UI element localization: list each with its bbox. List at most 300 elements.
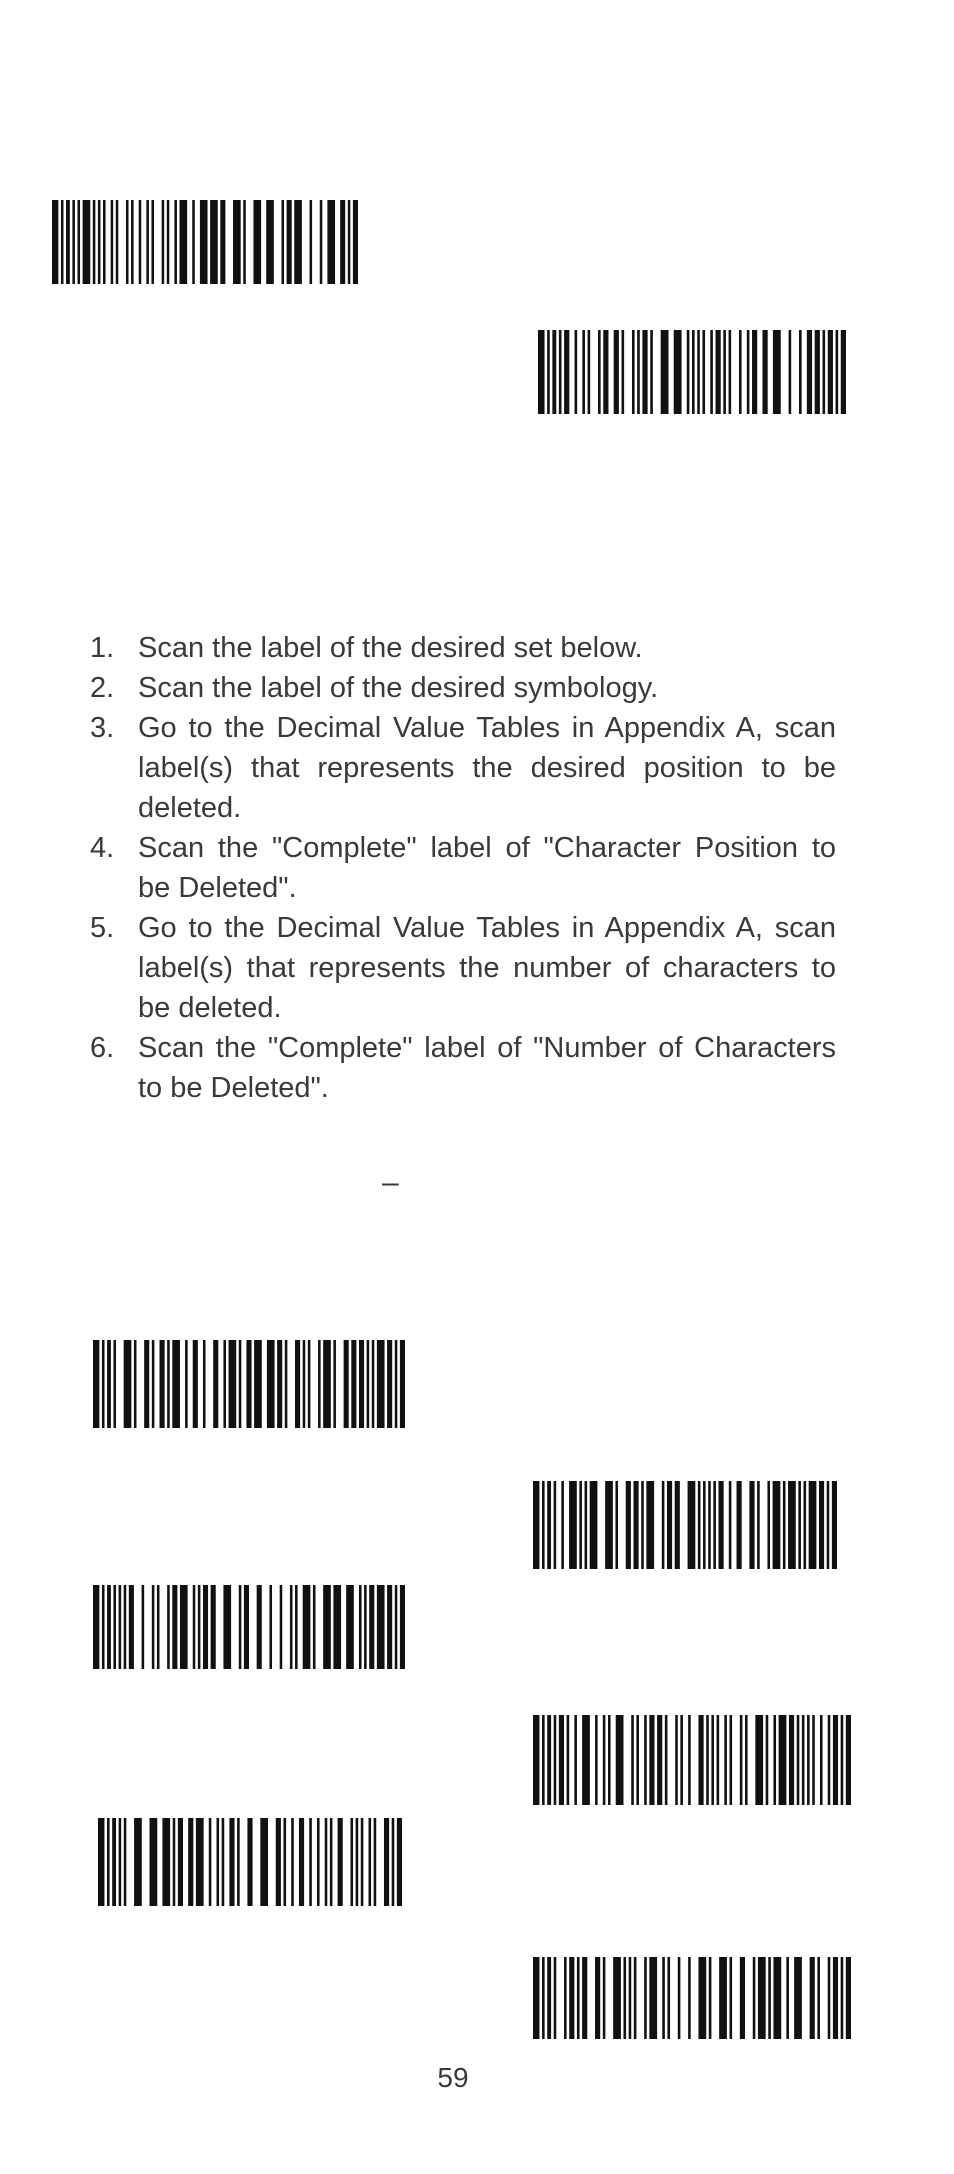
barcode-bar <box>665 1715 668 1805</box>
step-text: Scan the label of the desired symbology. <box>138 672 659 704</box>
barcode-bar <box>283 1818 286 1906</box>
barcode-graphic <box>93 1585 405 1669</box>
barcode-bar <box>661 330 669 414</box>
barcode-bar <box>369 1818 372 1906</box>
barcode-bar <box>124 1585 127 1669</box>
barcode-bar <box>66 200 70 284</box>
barcode-bar <box>615 1481 618 1569</box>
barcode-bar <box>708 1481 711 1569</box>
barcode-bar <box>209 1818 212 1906</box>
barcode-bar <box>559 330 562 414</box>
barcode-bar <box>295 1585 298 1669</box>
barcode-5 <box>93 1585 405 1669</box>
barcode-bar <box>688 1957 691 2039</box>
barcode-7 <box>98 1818 402 1906</box>
barcode-bar <box>52 200 58 284</box>
barcode-bar <box>633 1481 638 1569</box>
barcode-3 <box>93 1340 405 1428</box>
barcode-bar <box>323 1340 331 1428</box>
barcode-bar <box>688 1715 691 1805</box>
barcode-bar <box>325 1818 328 1906</box>
barcode-bar <box>789 1715 794 1805</box>
barcode-bar <box>718 1481 723 1569</box>
barcode-bar <box>222 1818 225 1906</box>
barcode-bar <box>687 330 690 414</box>
barcode-bar <box>395 1585 398 1669</box>
barcode-bar <box>715 330 720 414</box>
barcode-bar <box>688 1481 696 1569</box>
barcode-bar <box>280 1585 283 1669</box>
barcode-bar <box>706 1715 709 1805</box>
instruction-step <box>76 628 836 668</box>
barcode-bar <box>542 1957 545 2039</box>
barcode-bar <box>260 1818 268 1906</box>
barcode-bar <box>559 1715 564 1805</box>
barcode-bar <box>819 1481 824 1569</box>
barcode-bar <box>244 1585 249 1669</box>
barcode-bar <box>174 200 177 284</box>
barcode-bar <box>257 1585 262 1669</box>
barcode-bar <box>395 1340 398 1428</box>
barcode-bar <box>799 330 802 414</box>
barcode-bar <box>192 200 195 284</box>
barcode-bar <box>632 330 635 414</box>
step-text: Go to the Decimal Value Tables in Appendix A, scan label(s) that represents the desired position to be deleted. <box>138 712 836 824</box>
barcode-bar <box>702 330 705 414</box>
barcode-bar <box>533 1715 539 1805</box>
barcode-bar <box>159 1340 164 1428</box>
barcode-bar <box>367 1340 370 1428</box>
barcode-bar <box>210 200 218 284</box>
barcode-bar <box>747 330 750 414</box>
barcode-bar <box>142 1585 145 1669</box>
barcode-bar <box>711 1715 714 1805</box>
step-number: 1. <box>90 632 115 664</box>
barcode-bar <box>812 1715 815 1805</box>
barcode-bar <box>107 1340 111 1428</box>
barcode-bar <box>340 200 345 284</box>
barcode-bar <box>674 330 682 414</box>
barcode-bar <box>634 1957 637 2039</box>
barcode-bar <box>554 1957 557 2039</box>
barcode-bar <box>649 1957 657 2039</box>
barcode-bar <box>223 1340 226 1428</box>
barcode-bar <box>93 200 96 284</box>
barcode-bar <box>111 200 114 284</box>
barcode-bar <box>102 1340 105 1428</box>
barcode-bar <box>266 200 274 284</box>
barcode-bar <box>188 1818 193 1906</box>
barcode-bar <box>649 1715 654 1805</box>
barcode-bar <box>185 1340 188 1428</box>
barcode-bar <box>359 1340 364 1428</box>
barcode-bar <box>629 1957 632 2039</box>
barcode-bar <box>846 1957 851 2039</box>
barcode-bar <box>287 200 292 284</box>
barcode-bar <box>203 1585 208 1669</box>
barcode-bar <box>372 1340 375 1428</box>
barcode-bar <box>119 1585 122 1669</box>
barcode-bar <box>243 200 246 284</box>
barcode-bar <box>167 200 170 284</box>
barcode-bar <box>295 1340 300 1428</box>
barcode-bar <box>739 330 742 414</box>
barcode-bar <box>841 330 846 414</box>
barcode-bar <box>569 1957 574 2039</box>
barcode-bar <box>400 1340 405 1428</box>
barcode-bar <box>745 1715 748 1805</box>
barcode-bar <box>126 200 129 284</box>
barcode-bar <box>807 330 812 414</box>
barcode-bar <box>400 1585 405 1669</box>
barcode-bar <box>552 330 556 414</box>
barcode-bar <box>590 1481 598 1569</box>
barcode-bar <box>98 200 101 284</box>
barcode-bar <box>662 1957 665 2039</box>
barcode-bar <box>802 1715 805 1805</box>
barcode-6 <box>533 1715 851 1805</box>
barcode-bar <box>779 1715 787 1805</box>
barcode-graphic <box>533 1481 837 1569</box>
barcode-bar <box>348 200 351 284</box>
barcode-bar <box>786 1957 789 2039</box>
barcode-bar <box>729 1481 732 1569</box>
barcode-bar <box>277 1340 282 1428</box>
barcode-bar <box>310 200 313 284</box>
barcode-bar <box>828 1957 831 2039</box>
barcode-bar <box>131 200 134 284</box>
barcode-bar <box>547 1481 551 1569</box>
barcode-bar <box>364 1585 367 1669</box>
barcode-bar <box>112 1818 116 1906</box>
barcode-bar <box>93 1340 99 1428</box>
barcode-bar <box>303 1340 306 1428</box>
step-text: Scan the "Complete" label of "Number of Characters to be Deleted". <box>138 1032 836 1104</box>
barcode-bar <box>152 1340 155 1428</box>
instruction-step <box>76 1028 836 1108</box>
step-number: 3. <box>90 712 115 744</box>
barcode-bar <box>237 1818 240 1906</box>
barcode-8 <box>533 1957 851 2039</box>
barcode-graphic <box>52 200 358 284</box>
barcode-bar <box>797 1715 800 1805</box>
barcode-bar <box>631 1715 634 1805</box>
barcode-bar <box>680 1715 683 1805</box>
barcode-bar <box>359 1585 362 1669</box>
barcode-bar <box>582 1957 587 2039</box>
barcode-bar <box>773 1481 781 1569</box>
barcode-bar <box>193 1340 198 1428</box>
barcode-bar <box>698 1957 706 2039</box>
barcode-bar <box>211 1585 216 1669</box>
barcode-bar <box>773 330 781 414</box>
barcode-bar <box>369 1585 374 1669</box>
barcode-bar <box>755 1715 763 1805</box>
barcode-bar <box>162 1818 170 1906</box>
instruction-step <box>76 708 836 828</box>
barcode-bar <box>794 1957 802 2039</box>
barcode-bar <box>567 1715 570 1805</box>
barcode-bar <box>807 1715 810 1805</box>
barcode-bar <box>773 1957 781 2039</box>
barcode-bar <box>338 1818 343 1906</box>
barcode-bar <box>387 1340 392 1428</box>
barcode-bar <box>547 330 550 414</box>
barcode-bar <box>723 330 726 414</box>
barcode-bar <box>605 1481 613 1569</box>
barcode-bar <box>846 1715 851 1805</box>
barcode-bar <box>320 200 323 284</box>
step-text: Scan the label of the desired set below. <box>138 632 643 664</box>
barcode-bar <box>269 1585 272 1669</box>
barcode-bar <box>642 330 647 414</box>
barcode-bar <box>554 1481 557 1569</box>
barcode-bar <box>675 1715 678 1805</box>
barcode-bar <box>282 200 285 284</box>
barcode-bar <box>595 1715 598 1805</box>
barcode-bar <box>667 1481 672 1569</box>
barcode-bar <box>318 1340 321 1428</box>
barcode-bar <box>798 1481 801 1569</box>
barcode-bar <box>569 1481 577 1569</box>
barcode-bar <box>294 200 302 284</box>
barcode-bar <box>773 1715 776 1805</box>
barcode-bar <box>276 1818 281 1906</box>
barcode-bar <box>542 1715 545 1805</box>
barcode-bar <box>533 1481 539 1569</box>
barcode-bar <box>789 330 792 414</box>
barcode-bar <box>290 1585 293 1669</box>
barcode-bar <box>827 1481 830 1569</box>
barcode-bar <box>78 200 81 284</box>
barcode-bar <box>810 1957 815 2039</box>
barcode-bar <box>327 200 335 284</box>
barcode-bar <box>616 1715 624 1805</box>
barcode-bar <box>644 1957 647 2039</box>
barcode-bar <box>636 1715 639 1805</box>
barcode-bar <box>233 200 241 284</box>
barcode-bar <box>247 1818 252 1906</box>
barcode-bar <box>608 1715 611 1805</box>
barcode-bar <box>203 1340 206 1428</box>
barcode-bar <box>637 330 640 414</box>
barcode-graphic <box>93 1340 405 1428</box>
barcode-bar <box>579 1481 582 1569</box>
instruction-step <box>76 668 836 708</box>
barcode-bar <box>650 330 653 414</box>
barcode-bar <box>828 1715 831 1805</box>
barcode-bar <box>157 1585 160 1669</box>
step-text: Scan the "Complete" label of "Character Position to be Deleted". <box>138 832 836 904</box>
barcode-bar <box>134 1818 142 1906</box>
barcode-bar <box>172 1585 177 1669</box>
barcode-bar <box>200 200 208 284</box>
barcode-bar <box>103 200 106 284</box>
barcode-bar <box>657 1715 662 1805</box>
barcode-graphic <box>98 1818 402 1906</box>
barcode-bar <box>299 1818 304 1906</box>
barcode-bar <box>220 200 225 284</box>
barcode-bar <box>346 1585 354 1669</box>
barcode-bar <box>692 330 695 414</box>
barcode-bar <box>239 1340 242 1428</box>
barcode-bar <box>344 1340 349 1428</box>
barcode-bar <box>815 330 820 414</box>
barcode-bar <box>150 1818 158 1906</box>
barcode-bar <box>533 1957 539 2039</box>
barcode-bar <box>698 1715 703 1805</box>
barcode-bar <box>613 1957 621 2039</box>
instruction-step <box>76 828 836 908</box>
barcode-bar <box>646 1481 654 1569</box>
barcode-bar <box>729 330 732 414</box>
barcode-bar <box>387 1585 392 1669</box>
barcode-bar <box>285 1340 288 1428</box>
barcode-bar <box>167 1585 170 1669</box>
barcode-bar <box>788 1481 796 1569</box>
barcode-bar <box>113 1340 116 1428</box>
step-number: 2. <box>90 672 115 704</box>
barcode-bar <box>144 1340 149 1428</box>
barcode-bar <box>547 1715 551 1805</box>
barcode-bar <box>152 1585 155 1669</box>
barcode-bar <box>603 330 608 414</box>
barcode-bar <box>323 1585 331 1669</box>
barcode-bar <box>83 200 91 284</box>
barcode-bar <box>585 1481 588 1569</box>
barcode-bar <box>384 1818 389 1906</box>
barcode-bar <box>783 1481 786 1569</box>
barcode-bar <box>178 1818 183 1906</box>
barcode-bar <box>768 1957 771 2039</box>
barcode-bar <box>361 1818 364 1906</box>
barcode-bar <box>196 1818 204 1906</box>
barcode-bar <box>98 1818 104 1906</box>
barcode-bar <box>804 1481 807 1569</box>
barcode-bar <box>603 1715 606 1805</box>
barcode-bar <box>217 1818 220 1906</box>
barcode-bar <box>603 1957 606 2039</box>
barcode-bar <box>626 1481 631 1569</box>
barcode-bar <box>740 1715 743 1805</box>
barcode-bar <box>377 1585 385 1669</box>
barcode-bar <box>841 1715 844 1805</box>
barcode-bar <box>291 1818 294 1906</box>
barcode-bar <box>757 1481 760 1569</box>
barcode-bar <box>162 200 165 284</box>
barcode-bar <box>353 200 358 284</box>
barcode-bar <box>113 1585 116 1669</box>
barcode-bar <box>697 330 700 414</box>
barcode-bar <box>151 200 154 284</box>
barcode-bar <box>330 1818 333 1906</box>
barcode-bar <box>758 1957 766 2039</box>
barcode-bar <box>678 1957 681 2039</box>
barcode-bar <box>762 330 767 414</box>
barcode-bar <box>356 1818 359 1906</box>
barcode-bar <box>377 1340 385 1428</box>
barcode-bar <box>644 1715 647 1805</box>
barcode-bar <box>129 1585 134 1669</box>
barcode-bar <box>832 1481 837 1569</box>
barcode-bar <box>564 1957 567 2039</box>
barcode-bar <box>146 200 149 284</box>
barcode-bar <box>303 1585 311 1669</box>
barcode-graphic <box>533 1957 851 2039</box>
separator-dash: – <box>382 1166 399 1199</box>
barcode-bar <box>833 1715 838 1805</box>
barcode-4 <box>533 1481 837 1569</box>
barcode-bar <box>703 1481 706 1569</box>
barcode-bar <box>229 1818 234 1906</box>
barcode-bar <box>622 330 625 414</box>
barcode-bar <box>392 1818 395 1906</box>
barcode-bar <box>308 1340 311 1428</box>
barcode-bar <box>737 1481 742 1569</box>
barcode-bar <box>134 1340 137 1428</box>
barcode-bar <box>313 1585 316 1669</box>
step-number: 4. <box>90 832 115 864</box>
barcode-bar <box>809 1481 817 1569</box>
barcode-bar <box>740 1957 745 2039</box>
barcode-bar <box>598 330 601 414</box>
barcode-bar <box>554 1715 557 1805</box>
barcode-bar <box>713 1481 716 1569</box>
barcode-2 <box>538 330 846 414</box>
barcode-bar <box>124 1340 132 1428</box>
barcode-bar <box>173 1818 176 1906</box>
barcode-bar <box>180 1585 188 1669</box>
barcode-bar <box>61 200 64 284</box>
barcode-bar <box>717 1715 720 1805</box>
barcode-bar <box>841 1957 844 2039</box>
barcode-bar <box>223 1585 231 1669</box>
barcode-bar <box>582 330 585 414</box>
barcode-bar <box>351 1340 356 1428</box>
barcode-bar <box>213 1340 218 1428</box>
barcode-bar <box>107 1818 110 1906</box>
barcode-bar <box>139 200 142 284</box>
barcode-bar <box>582 1715 590 1805</box>
barcode-bar <box>641 1481 644 1569</box>
barcode-bar <box>564 330 569 414</box>
barcode-bar <box>710 330 713 414</box>
barcode-bar <box>749 1481 754 1569</box>
barcode-bar <box>595 1957 600 2039</box>
barcode-bar <box>828 330 833 414</box>
barcode-bar <box>333 1585 341 1669</box>
barcode-bar <box>229 1340 237 1428</box>
barcode-bar <box>374 1818 377 1906</box>
barcode-bar <box>547 1957 551 2039</box>
barcode-bar <box>836 330 839 414</box>
barcode-bar <box>729 1957 732 2039</box>
barcode-bar <box>397 1818 402 1906</box>
barcode-bar <box>350 1818 353 1906</box>
barcode-bar <box>833 1957 838 2039</box>
barcode-bar <box>172 1340 180 1428</box>
barcode-bar <box>823 330 826 414</box>
step-number: 5. <box>90 912 115 944</box>
barcode-bar <box>198 1585 201 1669</box>
barcode-bar <box>254 1340 262 1428</box>
barcode-bar <box>667 1957 670 2039</box>
barcode-bar <box>577 1957 580 2039</box>
barcode-graphic <box>533 1715 851 1805</box>
barcode-bar <box>107 1585 111 1669</box>
barcode-bar <box>588 330 591 414</box>
barcode-bar <box>753 1957 756 2039</box>
